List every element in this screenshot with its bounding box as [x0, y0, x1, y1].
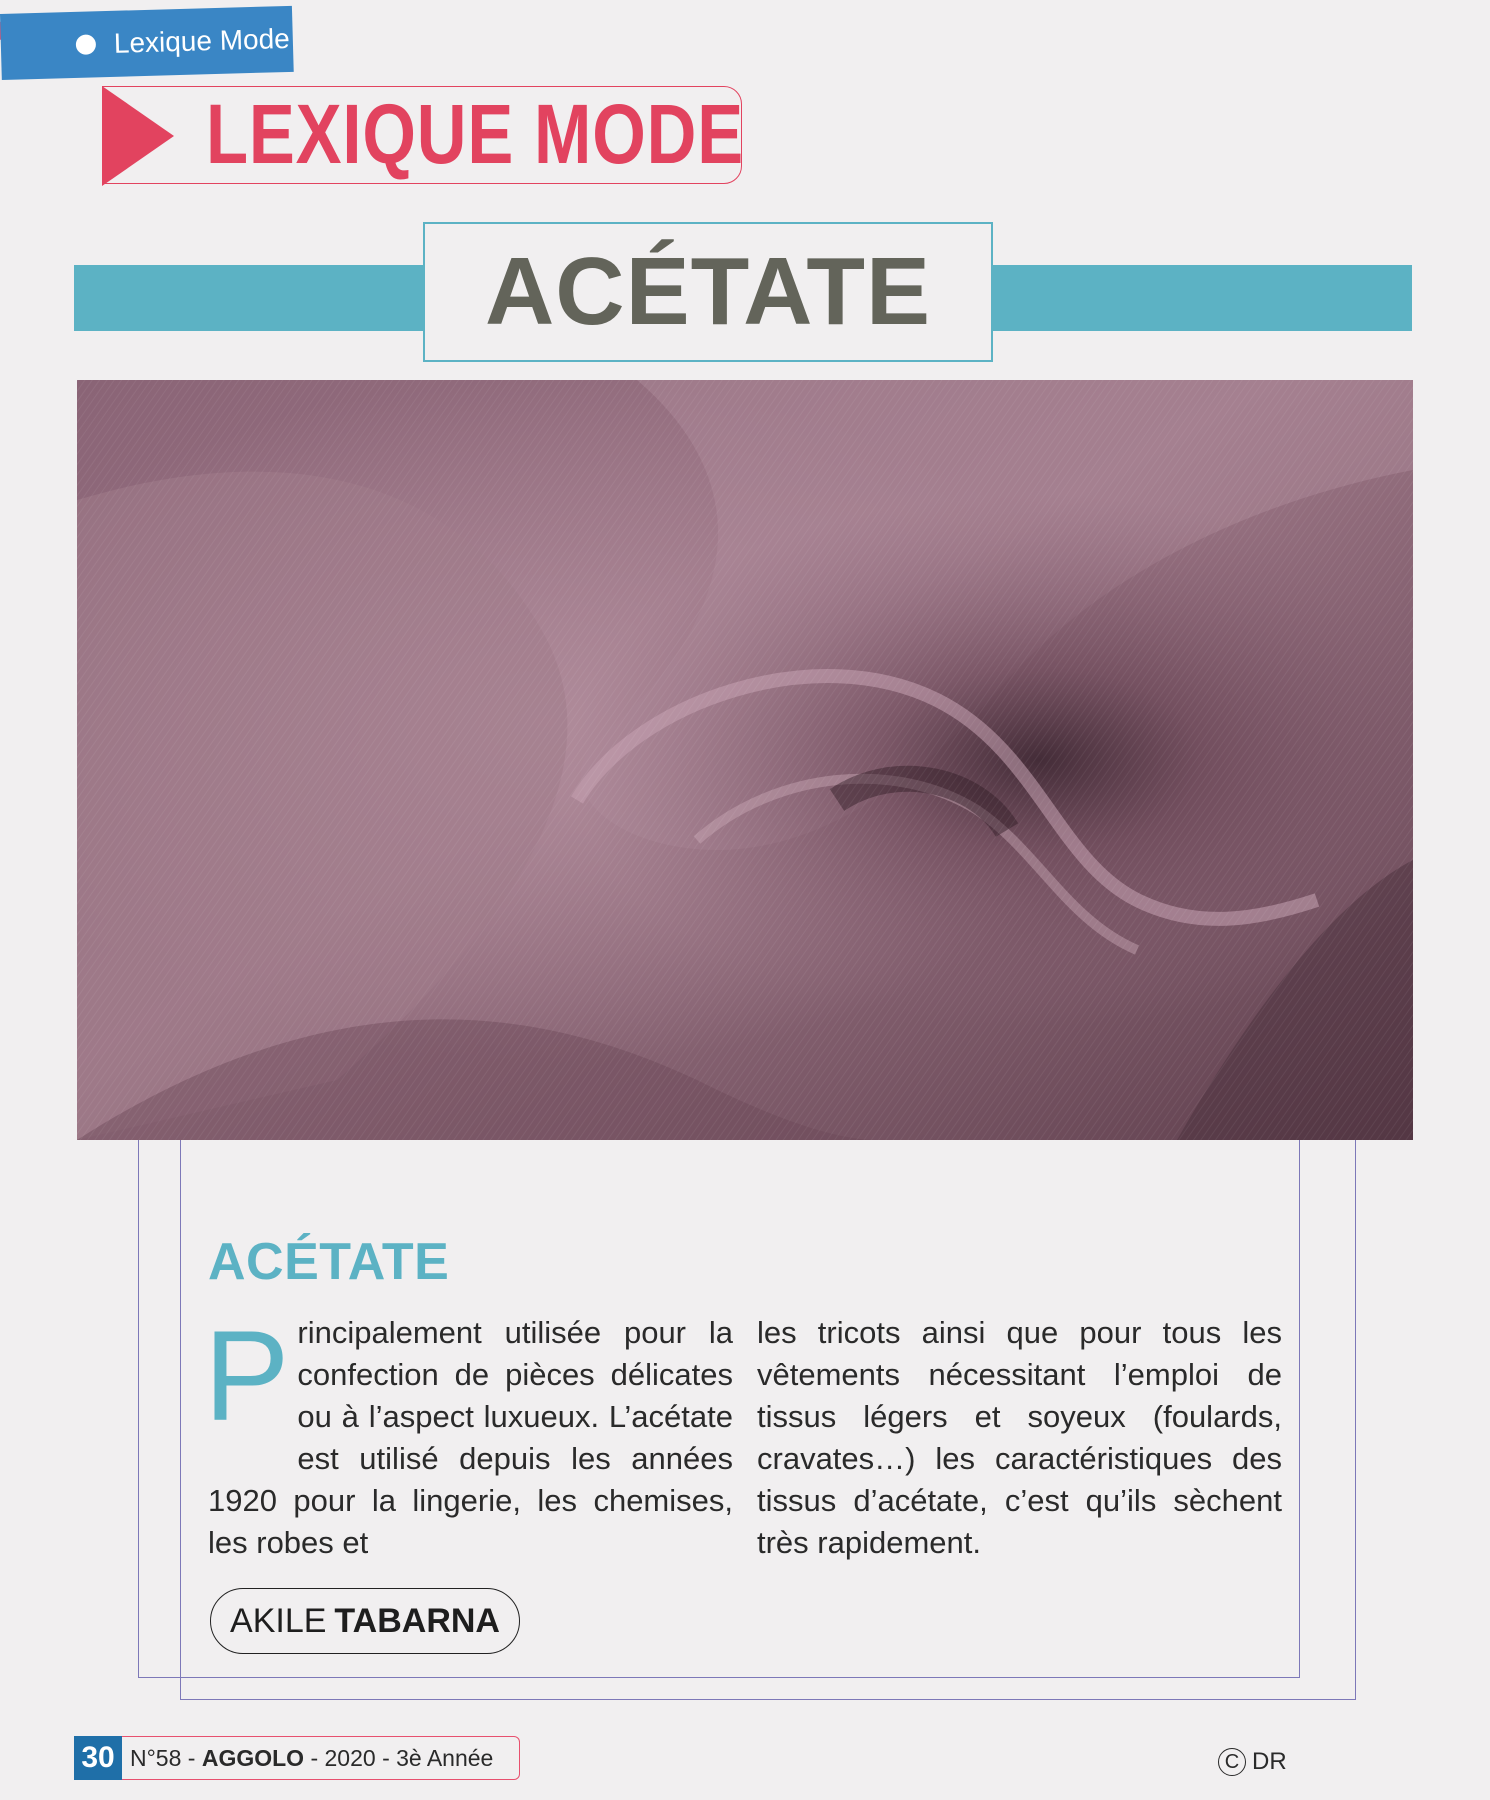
- article-text-right: les tricots ainsi que pour tous les vêtements nécessitant l’emploi de tissus légers et soyeux (foulards, cravates…) les caractéristiques des tissus d’acétate, c’est qu’ils sèchent très rapidement.: [757, 1315, 1282, 1560]
- article-text-left: rincipalement utilisée pour la confection de pièces délicates ou à l’aspect luxueux. L’acétate est utilisé depuis les années 1920 pour la lingerie, les chemises, les robes et: [208, 1315, 733, 1560]
- rubric-label: Lexique Mode: [113, 22, 291, 59]
- drop-cap: P: [204, 1305, 290, 1448]
- banner-bar-left: [74, 265, 424, 331]
- draped-fabric-image: [77, 380, 1413, 1140]
- author-last-name: TABARNA: [334, 1601, 500, 1640]
- banner-bar-right: [990, 265, 1412, 331]
- copyright-icon: C: [1218, 1748, 1246, 1776]
- play-arrow-icon: [102, 86, 174, 186]
- issue-number: N°58 -: [130, 1744, 202, 1771]
- magazine-name: AGGOLO: [201, 1744, 305, 1771]
- bullet-icon: [76, 34, 97, 55]
- page-title: ACÉTATE: [484, 238, 932, 345]
- page-number: 30: [74, 1736, 122, 1780]
- page-title-box: [423, 222, 993, 362]
- article-heading: ACÉTATE: [208, 1233, 450, 1291]
- issue-year: - 2020 - 3è Année: [304, 1744, 494, 1771]
- photo-credit: [1218, 1744, 1287, 1780]
- credit-label: DR: [1252, 1748, 1287, 1775]
- rubric-tag: [0, 6, 294, 80]
- section-title: LEXIQUE MODE: [206, 87, 744, 181]
- article-column-right: [757, 1312, 1282, 1564]
- author-byline: [210, 1588, 520, 1654]
- issue-info: [122, 1736, 520, 1780]
- article-column-left: [204, 1305, 733, 1564]
- author-first-name: AKILE: [230, 1601, 327, 1640]
